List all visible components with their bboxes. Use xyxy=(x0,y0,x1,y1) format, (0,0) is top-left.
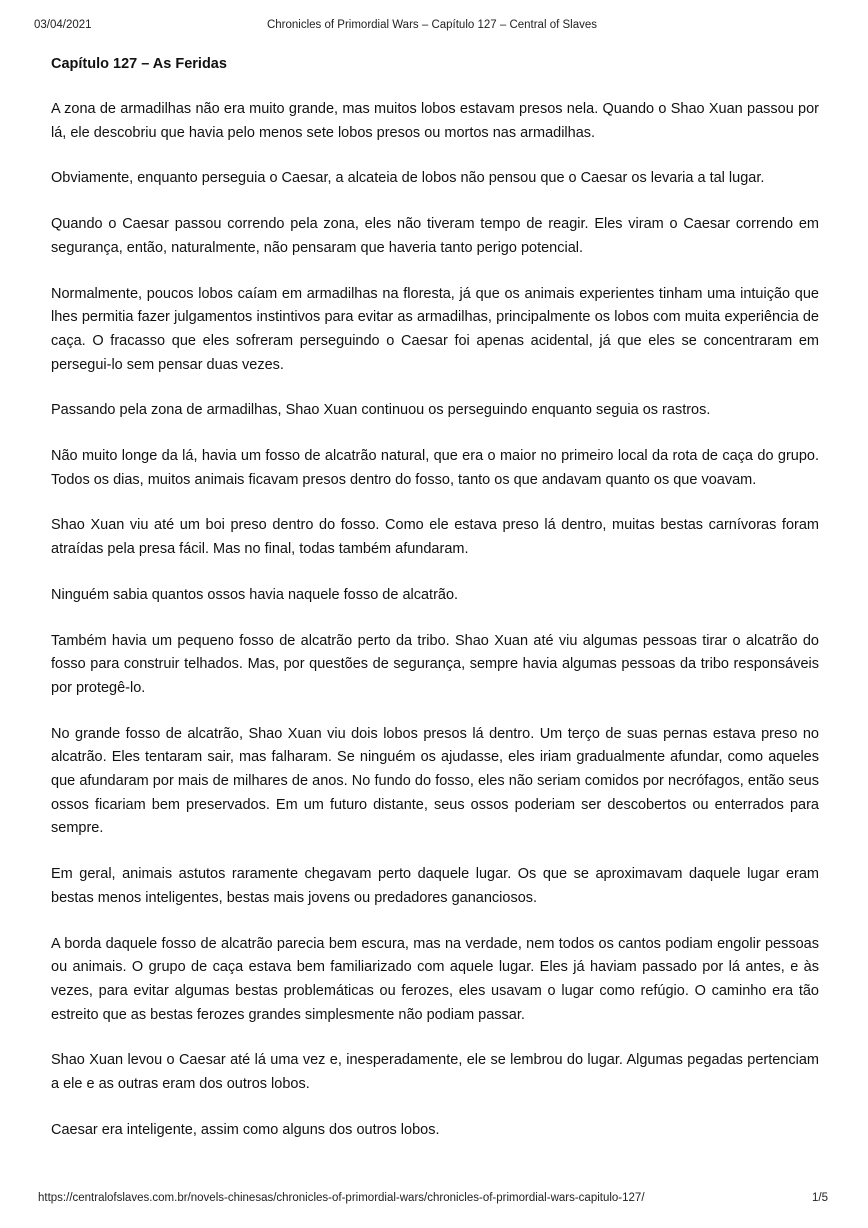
paragraph: A borda daquele fosso de alcatrão parecia bem escura, mas na verdade, nem todos os cantos podiam engolir pessoas ou animais. O grupo de caça estava bem familiarizado com aquele lugar. Eles já haviam passado por lá antes, e às vezes, para evitar algumas bestas problemáticas ou ferozes, eles usavam o lugar como refúgio. O caminho era tão estreito que as bestas ferozes grandes simplesmente não podiam passar. xyxy=(51,935,819,1023)
print-date: 03/04/2021 xyxy=(34,19,92,31)
paragraph: Também havia um pequeno fosso de alcatrão perto da tribo. Shao Xuan até viu algumas pessoas tirar o alcatrão do fosso para construir telhados. Mas, por questões de segurança, sempre havia algumas pessoas da tribo responsáveis por protegê-lo. xyxy=(51,632,819,696)
source-url-link[interactable]: https://centralofslaves.com.br/novels-chinesas/chronicles-of-primordial-wars/chronicles-of-primordial-wars-capitulo-127/ xyxy=(38,1192,645,1204)
page-header xyxy=(34,19,830,35)
paragraph: Não muito longe da lá, havia um fosso de alcatrão natural, que era o maior no primeiro local da rota de caça do grupo. Todos os dias, muitos animais ficavam presos dentro do fosso, tanto os que andavam quanto os que voavam. xyxy=(51,448,819,488)
chapter-title: Capítulo 127 – As Feridas xyxy=(51,56,227,72)
paragraph: A zona de armadilhas não era muito grande, mas muitos lobos estavam presos nela. Quando o Shao Xuan passou por lá, ele descobriu que havia pelo menos sete lobos presos ou mortos nas armadilhas. xyxy=(51,101,819,141)
paragraph: Caesar era inteligente, assim como alguns dos outros lobos. xyxy=(51,1121,440,1138)
page-number: 1/5 xyxy=(812,1192,828,1204)
paragraph: Passando pela zona de armadilhas, Shao Xuan continuou os perseguindo enquanto seguia os rastros. xyxy=(51,402,711,419)
article-body xyxy=(51,52,819,1165)
paragraph: Shao Xuan levou o Caesar até lá uma vez e, inesperadamente, ele se lembrou do lugar. Algumas pegadas pertenciam a ele e as outras eram dos outros lobos. xyxy=(51,1052,819,1093)
paragraph: Quando o Caesar passou correndo pela zona, eles não tiveram tempo de reagir. Eles viram o Caesar correndo em segurança, então, naturalmente, não pensaram que haveria tanto perigo potencial. xyxy=(51,216,819,256)
paragraph: Em geral, animais astutos raramente chegavam perto daquele lugar. Os que se aproximavam daquele lugar eram bestas menos inteligentes, bestas mais jovens ou predadores gananciosos. xyxy=(51,866,819,906)
page-footer xyxy=(38,1192,828,1208)
paragraph: Ninguém sabia quantos ossos havia naquele fosso de alcatrão. xyxy=(51,586,459,603)
document-title: Chronicles of Primordial Wars – Capítulo 127 – Central of Slaves xyxy=(266,19,598,31)
paragraph: Shao Xuan viu até um boi preso dentro do fosso. Como ele estava preso lá dentro, muitas bestas carnívoras foram atraídas pela presa fácil. Mas no final, todas também afundaram. xyxy=(51,517,819,558)
paragraph: No grande fosso de alcatrão, Shao Xuan viu dois lobos presos lá dentro. Um terço de suas pernas estava preso no alcatrão. Eles tentaram sair, mas falharam. Se ninguém os ajudasse, eles iriam gradualmente afundar, como aqueles que afundaram por mais de milhares de anos. No fundo do fosso, eles não seriam comidos por necrófagos, então seus ossos ficariam bem preservados. Em um futuro distante, seus ossos poderiam ser descobertos ou enterrados para sempre. xyxy=(51,725,819,837)
paragraph: Obviamente, enquanto perseguia o Caesar, a alcateia de lobos não pensou que o Caesar os levaria a tal lugar. xyxy=(51,170,765,187)
paragraph: Normalmente, poucos lobos caíam em armadilhas na floresta, já que os animais experientes tinham uma intuição que lhes permitia fazer julgamentos instintivos para evitar as armadilhas, principalmente os lobos com muita experiência de caça. O fracasso que eles sofreram perseguindo o Caesar foi apenas acidental, já que eles se concentraram em persegui-lo sem pensar duas vezes. xyxy=(51,285,819,373)
